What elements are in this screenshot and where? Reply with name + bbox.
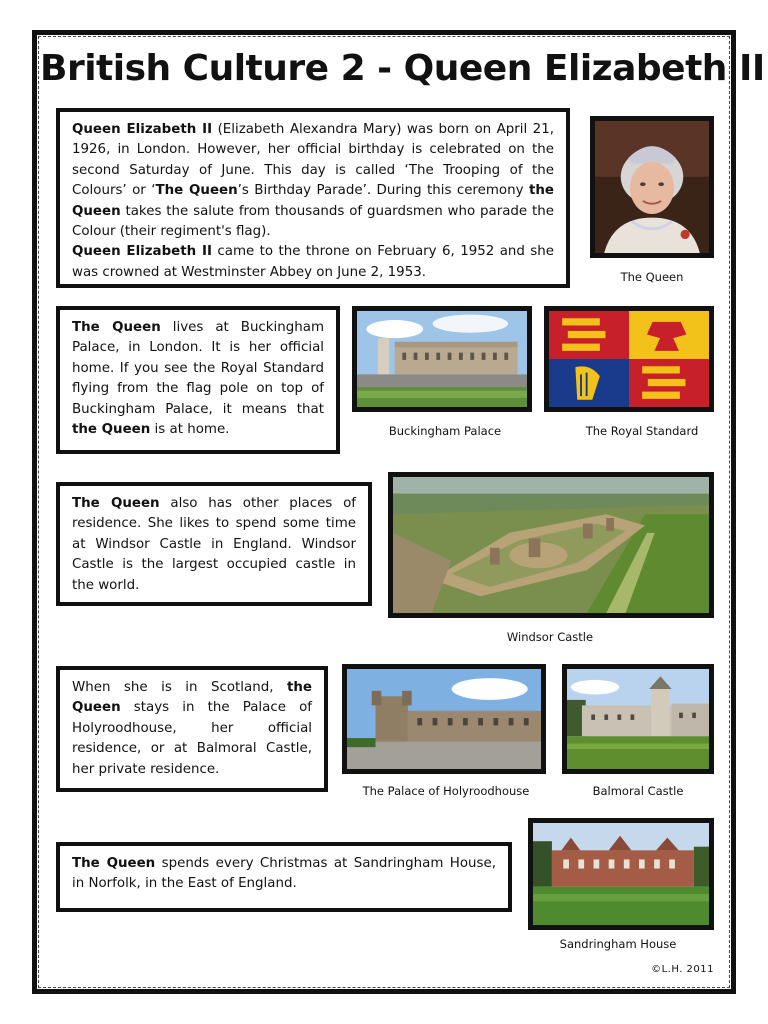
copyright-text: L.H. 2011: [661, 964, 714, 975]
intro-the-queen-2: the Queen: [72, 183, 554, 219]
copyright-icon: ©: [651, 964, 662, 975]
caption-windsor: Windsor Castle: [506, 630, 594, 644]
caption-balmoral: Balmoral Castle: [592, 784, 684, 798]
royal-standard-image: [544, 306, 714, 412]
sandringham-house-image: [528, 818, 714, 930]
sandringham-text-a: spends every Christmas at Sandringham House, in Norfolk, in the East of England.: [72, 856, 496, 892]
intro-name: Queen Elizabeth II: [72, 122, 213, 137]
page-title: British Culture 2 - Queen Elizabeth II: [40, 48, 765, 89]
sandringham-text-box: [56, 842, 512, 912]
intro-text-b: ’s Birthday Parade’. During this ceremony: [237, 183, 529, 199]
intro-text-a: (Elizabeth Alexandra Mary) was born on April 21, 1926, in London. However, her official birthday is celebrated on the second Saturday of June. This day is called ‘The Trooping of the Colours’ or ‘: [72, 122, 554, 199]
buckingham-the-queen-2: the Queen: [72, 422, 151, 438]
copyright-notice: [651, 964, 714, 975]
queen-portrait-image: [590, 116, 714, 258]
intro-text-2: came to the throne on February 6, 1952 and she was crowned at Westminster Abbey on June 2, 1953.: [72, 244, 554, 280]
intro-name-2: Queen Elizabeth II: [72, 244, 212, 260]
caption-queen: The Queen: [620, 270, 684, 284]
caption-holyrood: The Palace of Holyroodhouse: [362, 784, 530, 798]
scotland-text-b: stays in the Palace of Holyroodhouse, her official residence, or at Balmoral Castle, her private residence.: [72, 700, 312, 777]
sandringham-the-queen: The Queen: [72, 856, 156, 871]
intro-text-c: takes the salute from thousands of guardsmen who parade the Colour (their regiment's flag).: [72, 203, 554, 240]
windsor-text-a: also has other places of residence. She likes to spend some time at Windsor Castle in England. Windsor Castle is the largest occupied castle in the world.: [72, 496, 356, 593]
buckingham-text-a: lives at Buckingham Palace, in London. It is her official home. If you see the Royal Standard flying from the flag pole on top of Buckingham Palace, it means that: [72, 320, 324, 417]
buckingham-text-box: [56, 306, 340, 454]
scotland-text-box: [56, 666, 328, 792]
windsor-text-box: [56, 482, 372, 606]
windsor-the-queen: The Queen: [72, 496, 160, 511]
windsor-castle-image: [388, 472, 714, 618]
scotland-text-a: When she is in Scotland,: [72, 680, 287, 695]
intro-the-queen: The Queen: [155, 183, 238, 199]
scotland-the-queen: the Queen: [72, 680, 312, 716]
holyroodhouse-image: [342, 664, 546, 774]
buckingham-the-queen: The Queen: [72, 320, 161, 335]
balmoral-castle-image: [562, 664, 714, 774]
caption-sandringham: Sandringham House: [559, 937, 677, 951]
caption-buckingham: Buckingham Palace: [388, 424, 502, 438]
caption-standard: The Royal Standard: [585, 424, 699, 438]
buckingham-palace-image: [352, 306, 532, 412]
intro-text-box: [56, 108, 570, 288]
buckingham-text-b: is at home.: [150, 422, 230, 438]
